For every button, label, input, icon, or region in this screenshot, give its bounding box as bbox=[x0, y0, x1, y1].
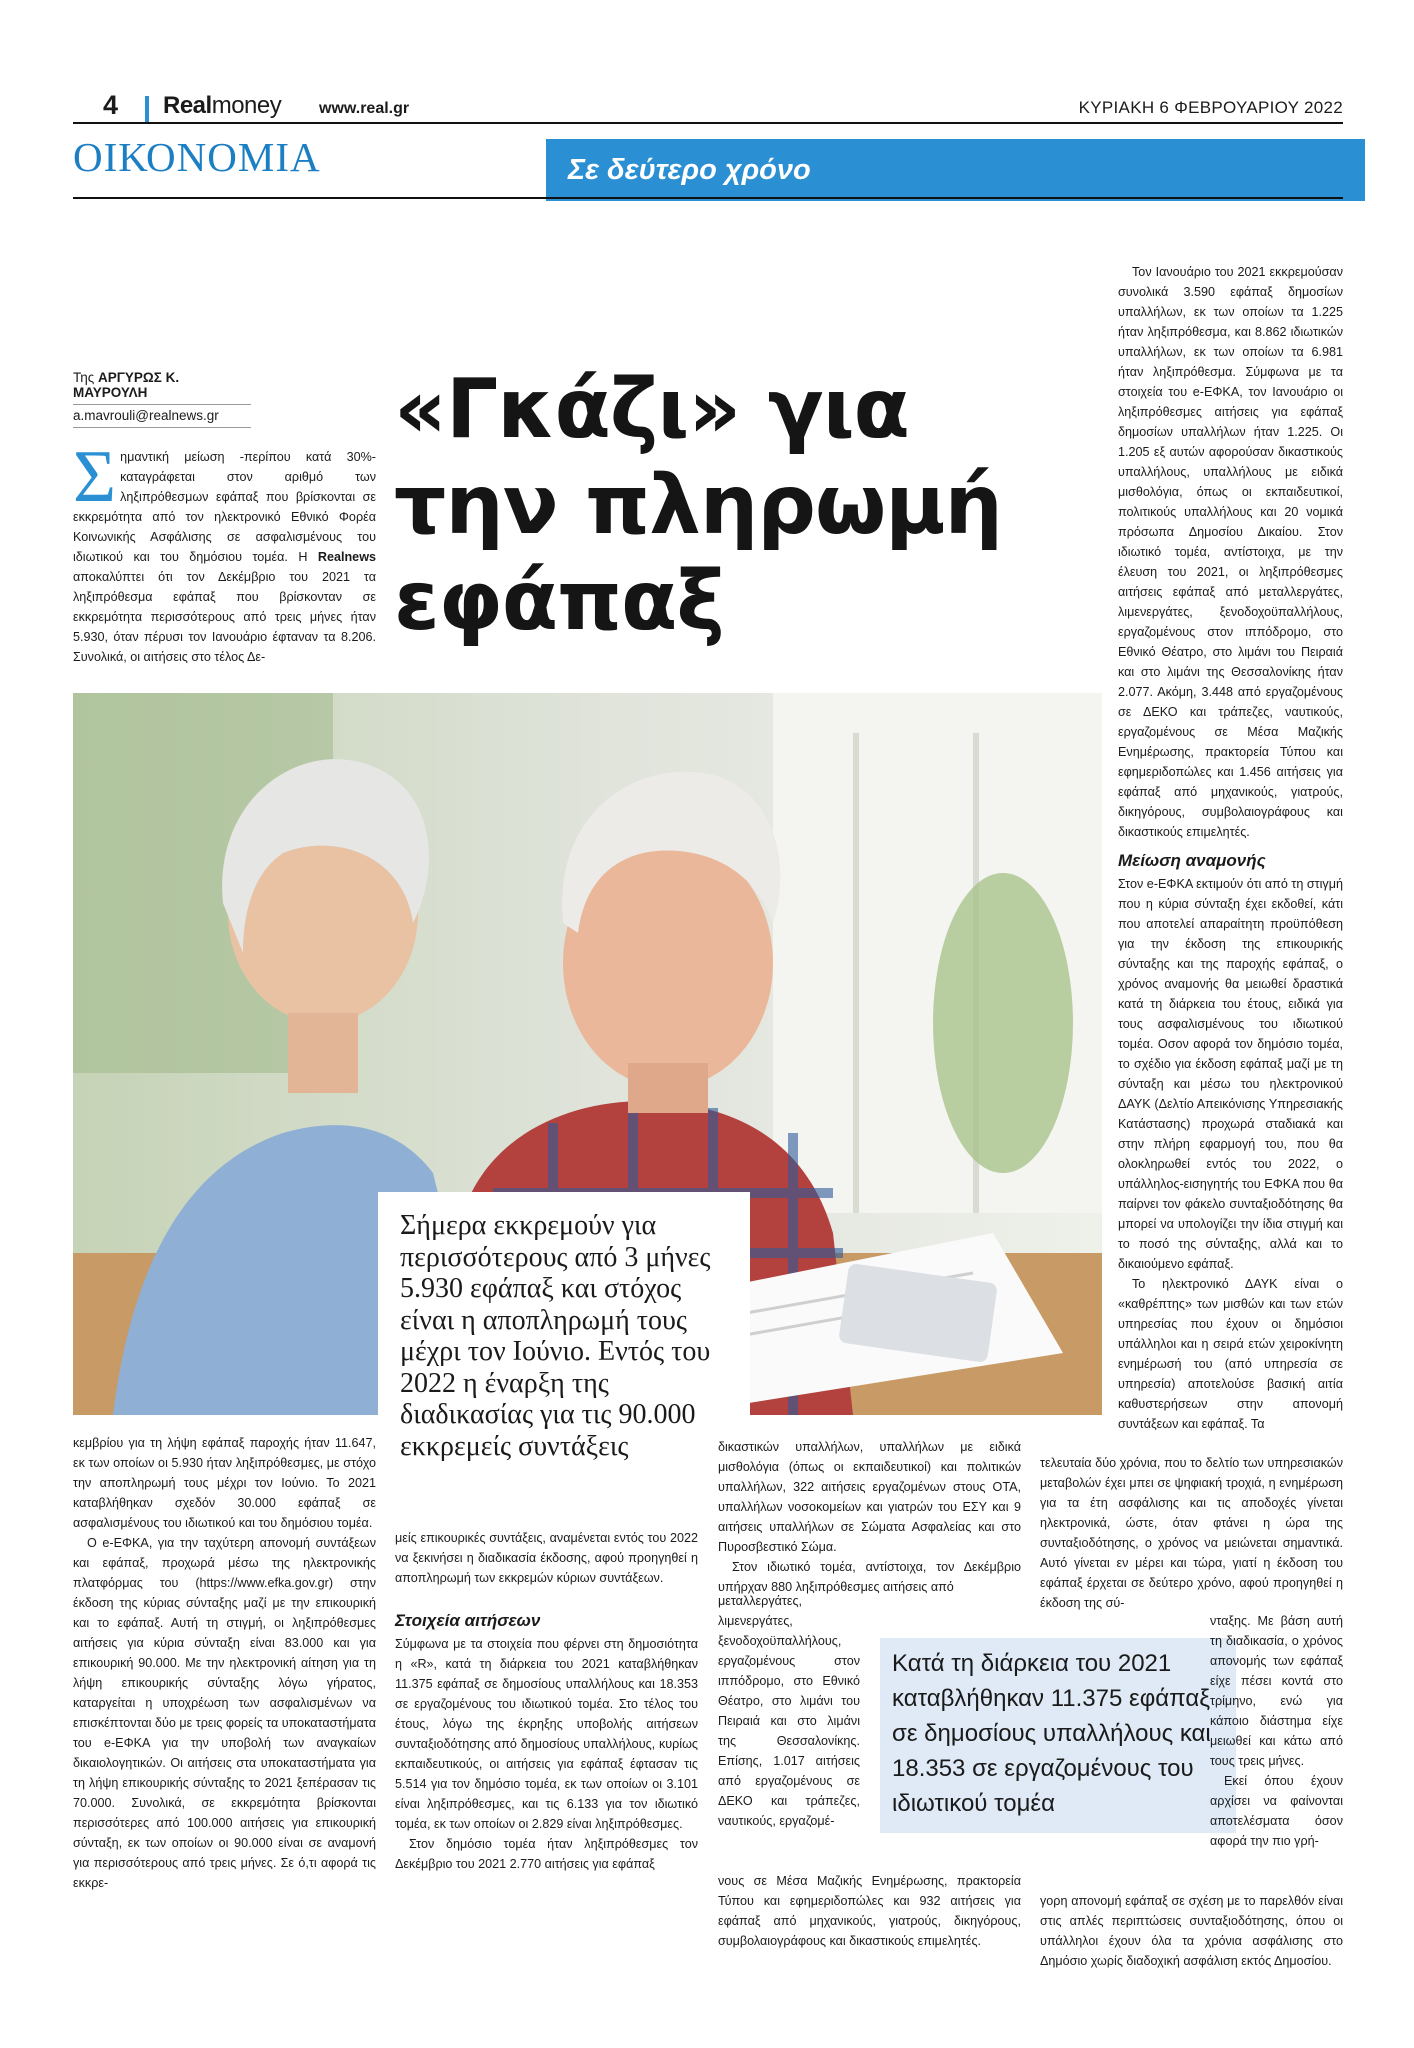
column-3-narrow bbox=[718, 1591, 860, 1831]
col2-para-1: Σύμφωνα με τα στοιχεία που φέρνει στη δημοσιότητα η «R», κατά τη διάρκεια του 2021 καταβλήθηκαν 11.375 εφάπαξ σε δημοσίους υπαλλήλους και 18.353 σε εργαζομένους του ιδιωτικού τομέα. Στο τέλος του έτους, λόγω της έκρηξης υποβολής αιτήσεων συνταξιοδότησης από δημοσίους υπαλλήλους, κυρίως εκπαιδευτικούς, οι αιτήσεις για εφάπαξ έφτασαν τις 5.514 για τον δημόσιο τομέα, εκ των οποίων οι 3.101 είναι ληξιπρόθεσμες, και τις 6.133 για τον ιδιωτικό τομέα, εκ των οποίων οι 2.829 είναι ληξιπρόθεσμες. bbox=[395, 1637, 698, 1831]
header-divider bbox=[145, 96, 149, 122]
column-4-bottom bbox=[1040, 1891, 1343, 1971]
headline bbox=[394, 362, 1014, 650]
headline-line-1: «Γκάζι» για bbox=[394, 362, 909, 457]
brand-light: money bbox=[211, 92, 282, 119]
column-3-top bbox=[718, 1437, 1021, 1597]
headline-line-2: την πληρωμή bbox=[394, 458, 1002, 553]
col4-para-2: Το ηλεκτρονικό ΔΑΥΚ είναι ο «καθρέπτης» των μισθών και των ετών υπηρεσίας που έχουν οι δημόσιοι υπάλληλοι και η σειρά ετών χειροκίνητη ενημέρωσή του (από υπηρεσία σε υπηρεσία) αποτελούσε βασική αιτία καθυστερήσεων στην απονομή συντάξεων και εφάπαξ. Τα bbox=[1118, 1277, 1343, 1431]
pull-quote-main bbox=[378, 1192, 750, 1472]
issue-date: ΚΥΡΙΑΚΗ 6 ΦΕΒΡΟΥΑΡΙΟΥ 2022 bbox=[1078, 98, 1343, 117]
column-4-top bbox=[1118, 262, 1343, 1434]
headline-line-3: εφάπαξ bbox=[394, 554, 724, 649]
col1-para-1: κεμβρίου για τη λήψη εφάπαξ παροχής ήταν 11.647, εκ των οποίων οι 5.930 ήταν ληξιπρόθεσμες, με στόχο την αποπληρωμή τους μέχρι τον Ιούνιο. Το 2021 καταβλήθηκαν σχεδόν 30.000 εφάπαξ σε ασφαλισμένους του ιδιωτικού και του δημόσιου τομέα. bbox=[73, 1436, 376, 1530]
pull-quote-second bbox=[880, 1638, 1236, 1833]
col4-wide: τελευταία δύο χρόνια, που το δελτίο των υπηρεσιακών μεταβολών έχει μπει σε ψηφιακή τροχιά, η ενημέρωση για τα έτη ασφάλισης και τις αποδοχές γίνεται ηλεκτρονικά, ώστε, όταν φτάνει η ώρα της συνταξιοδότησης, ο χρόνος να μειώνεται σημαντικά. Αυτό γίνεται εν μέρει και τώρα, γιατί η έκδοση του εφάπαξ έρχεται σε δεύτερο χρόνο, αφού προηγηθεί η έκδοση της σύ- bbox=[1040, 1456, 1343, 1610]
intro-text-2: αποκαλύπτει ότι τον Δεκέμβριο του 2021 τα ληξιπρόθεσμα εφάπαξ που βρίσκονταν σε εκκρεμότητα περισσότερους από τρεις μήνες ήταν 5.930, όταν πέρυσι τον Ιανουάριο έφταναν τα 8.206. Συνολικά, οι αιτήσεις στο τέλος Δε- bbox=[73, 570, 376, 664]
col4-narrow: νταξης. Με βάση αυτή τη διαδικασία, ο χρόνος απονομής των εφάπαξ είχε πέσει κοντά στο τρίμηνο, ενώ για κάποιο διάστημα είχε μειωθεί και κάτω από τους τρεις μήνες. bbox=[1210, 1614, 1343, 1768]
col3-top: δικαστικών υπαλλήλων, υπαλλήλων με ειδικά μισθολόγια (όπως οι εκπαιδευτικοί) και πολιτικών υπαλλήλων, 322 αιτήσεις εργαζομένων στους ΟΤΑ, υπαλλήλων νοσοκομείων και γιατρών του ΕΣΥ και 9 αιτήσεις υπαλλήλων σε Σώματα Ασφαλείας και στο Πυροσβεστικό Σώμα. bbox=[718, 1440, 1021, 1554]
byline-author: ΑΡΓΥΡΩΣ Κ. ΜΑΥΡΟΥΛΗ bbox=[73, 370, 180, 400]
page-number: 4 bbox=[103, 90, 119, 120]
intro-text: ημαντική μείωση -περίπου κατά 30%- καταγράφεται στον αριθμό των ληξιπρόθεσμων εφάπαξ που βρίσκονται σε εκκρεμότητα από τον ηλεκτρονικό Εθνικό Φορέα Κοινωνικής Ασφάλισης σε ασφαλισμένους του ιδιωτικού και του δημόσιου τομέα. Η bbox=[73, 450, 376, 564]
pull-quote-second-text: Κατά τη διάρκεια του 2021 καταβλήθηκαν 11.375 εφάπαξ σε δημοσίους υπαλλήλους και 18.353 σε εργαζομένους του ιδιωτικού τομέα bbox=[892, 1650, 1211, 1817]
brand-logo bbox=[163, 92, 281, 120]
col3-mid: Στον ιδιωτικό τομέα, αντίστοιχα, τον Δεκέμβριο υπήρχαν 880 ληξιπρόθεσμες αιτήσεις από bbox=[718, 1560, 1021, 1594]
col3-narrow: μεταλλεργάτες, λιμενεργάτες, ξενοδοχοϋπαλλήλους, εργαζομένους στον ιππόδρομο, στο Εθνικό Θέατρο, στο λιμάνι του Πειραιά και στο λιμάνι της Θεσσαλονίκης. Επίσης, 1.017 αιτήσεις από εργαζομένους σε ΔΕΚΟ και τράπεζες, ναυτικούς, εργαζομέ- bbox=[718, 1594, 860, 1828]
column-2 bbox=[395, 1528, 698, 1874]
column-4-narrow bbox=[1210, 1611, 1343, 1851]
col4-para-1: Στον e-ΕΦΚΑ εκτιμούν ότι από τη στιγμή που η κύρια σύνταξη έχει εκδοθεί, κάτι που αποτελεί απαραίτητη προϋπόθεση για την έκδοση της επικουρικής σύνταξης και της παροχής εφάπαξ, ο χρόνος αναμονής θα μειωθεί δραστικά κατά τη διάρκεια του έτους, ειδικά για τους ασφαλισμένους του ιδιωτικού τομέα. Οσον αφορά τον δημόσιο τομέα, το σχέδιο για έκδοση εφάπαξ μαζί με τη σύνταξη και μέσω του ηλεκτρονικού ΔΑΥΚ (Δελτίο Απεικόνισης Υπηρεσιακής Κατάστασης) προχωρά σταδιακά και στην πλήρη εφαρμογή του, που θα ολοκληρωθεί εντός του 2022, ο υπάλληλος-εισηγητής του ΕΦΚΑ που θα παίρνει τον φάκελο συνταξιοδότησης θα μπορεί να υπολογίζει την ίδια στιγμή και το ποσό της σύνταξης, αλλά και το δικαιούμενο εφάπαξ. bbox=[1118, 877, 1343, 1271]
col4-bottom: γορη απονομή εφάπαξ σε σχέση με το παρελθόν είναι στις απλές περιπτώσεις συνταξιοδότησης, όπου οι υπάλληλοι έχουν όλα τα χρόνια ασφάλισης στο Δημόσιο χωρίς διαδοχική ασφάλιση εκτός Δημοσίου. bbox=[1040, 1894, 1343, 1968]
col4-narrow-2: Εκεί όπου έχουν αρχίσει να φαίνονται αποτελέσματα όσον αφορά την πιο γρή- bbox=[1210, 1774, 1343, 1848]
dropcap: Σ bbox=[73, 436, 117, 518]
col2-subheading: Στοιχεία αιτήσεων bbox=[395, 1611, 541, 1630]
col4-subheading: Μείωση αναμονής bbox=[1118, 851, 1266, 870]
header-rule bbox=[73, 122, 1343, 124]
byline-email[interactable]: a.mavrouli@realnews.gr bbox=[73, 408, 219, 423]
col1-para-2: Ο e-ΕΦΚΑ, για την ταχύτερη απονομή συντάξεων και εφάπαξ, προχωρά μέσω της ηλεκτρονικής πλατφόρμας του (https://www.efka.gov.gr) στην έκδοση της κύριας σύνταξης μαζί με την επικουρική και το εφάπαξ. Αυτή τη στιγμή, οι ληξιπρόθεσμες αιτήσεις για κύρια σύνταξη είναι 83.000 και για επικουρική 90.000. Με την ηλεκτρονική αίτηση για τη λήψη επικουρικής σύνταξης λόγω γήρατος, καταργείται η υποχρέωση των ασφαλισμένων να επισκέπτονται δύο με τρεις φορείς τα υποκαταστήματα του e-ΕΦΚΑ για την υποβολή των αναγκαίων δικαιολογητικών. Οι αιτήσεις στα υποκαταστήματα για τη λήψη επικουρικής σύνταξης το 2021 ξεπέρασαν τις 70.000. Συνολικά, σε εκκρεμότητα βρίσκονται περισσότερες από 100.000 αιτήσεις για επικουρική σύνταξη, εκ των οποίων οι 90.000 είναι σε αναμονή για περισσότερους από τρεις μήνες. Σε ό,τι αφορά τις εκκρε- bbox=[73, 1536, 376, 1890]
col3-bottom: νους σε Μέσα Μαζικής Ενημέρωσης, πρακτορεία Τύπου και εφημεριδοπώλες και 932 αιτήσεις για εφάπαξ από μηχανικούς, γιατρούς, δικηγόρους, συμβολαιογράφους και δικαστικούς επιμελητές. bbox=[718, 1874, 1021, 1948]
column-3-bottom bbox=[718, 1871, 1021, 1951]
byline bbox=[73, 370, 251, 428]
banner: Σε δεύτερο χρόνο bbox=[546, 139, 1365, 201]
banner-rule bbox=[73, 197, 1343, 199]
column-4-wide bbox=[1040, 1453, 1343, 1613]
byline-prefix: Της bbox=[73, 370, 95, 385]
intro-paragraph bbox=[73, 436, 376, 667]
column-1 bbox=[73, 1433, 376, 1893]
brand-bold: Real bbox=[163, 92, 212, 119]
col4-top: Τον Ιανουάριο του 2021 εκκρεμούσαν συνολικά 3.590 εφάπαξ δημοσίων υπαλλήλων, εκ των οποίων τα 1.225 ήταν ληξιπρόθεσμα, και 8.862 ιδιωτικών υπαλλήλων, εκ των οποίων τα 6.981 ήταν ληξιπρόθεσμα. Σύμφωνα με τα στοιχεία του e-ΕΦΚΑ, τον Ιανουάριο οι ληξιπρόθεσμες αιτήσεις για εφάπαξ δημοσίων υπαλλήλων ήταν 1.225. Οι 1.205 εξ αυτών αφορούσαν δικαστικούς υπαλλήλους, υπαλλήλους με ειδικά μισθολόγια, όπως οι εκπαιδευτικοί, πολιτικούς υπαλλήλους και 20 νομικά πρόσωπα Δημοσίου Δικαίου. Στον ιδιωτικό τομέα, αντίστοιχα, με την έλευση του 2021, οι ληξιπρόθεσμες αιτήσεις εφάπαξ από μεταλλεργάτες, λιμενεργάτες, ξενοδοχοϋπαλλήλους, εργαζομένους στον ιππόδρομο, στο Εθνικό Θέατρο, στο λιμάνι του Πειραιά και στο λιμάνι της Θεσσαλονίκης ήταν 2.077. Ακόμη, 3.448 από εργαζομένους σε ΔΕΚΟ και τράπεζες, ναυτικούς, εργαζομένους σε Μέσα Μαζικής Ενημέρωσης, πρακτορεία Τύπου και εφημεριδοπώλες και 1.456 αιτήσεις για εφάπαξ από μηχανικούς, γιατρούς, δικηγόρους, συμβολαιογράφους και δικαστικούς επιμελητές. bbox=[1118, 265, 1343, 839]
pull-quote-main-text: Σήμερα εκκρεμούν για περισσότερους από 3 μήνες 5.930 εφάπαξ και στόχος είναι η αποπληρωμή τους μέχρι τον Ιούνιο. Εντός του 2022 η έναρξη της διαδικασίας για τις 90.000 εκκρεμείς συντάξεις bbox=[400, 1210, 711, 1462]
col2-intro: μείς επικουρικές συντάξεις, αναμένεται εντός του 2022 να ξεκινήσει η διαδικασία έκδοσης, αφού προηγηθεί η αποπληρωμή των εκκρεμών κύριων συντάξεων. bbox=[395, 1531, 698, 1585]
website: www.real.gr bbox=[319, 100, 410, 117]
col2-para-2: Στον δημόσιο τομέα ήταν ληξιπρόθεσμες τον Δεκέμβριο του 2021 2.770 αιτήσεις για εφάπαξ bbox=[395, 1837, 698, 1871]
section-title: ΟΙΚΟΝΟΜΙΑ bbox=[73, 134, 321, 180]
intro-brand: Realnews bbox=[317, 550, 376, 564]
